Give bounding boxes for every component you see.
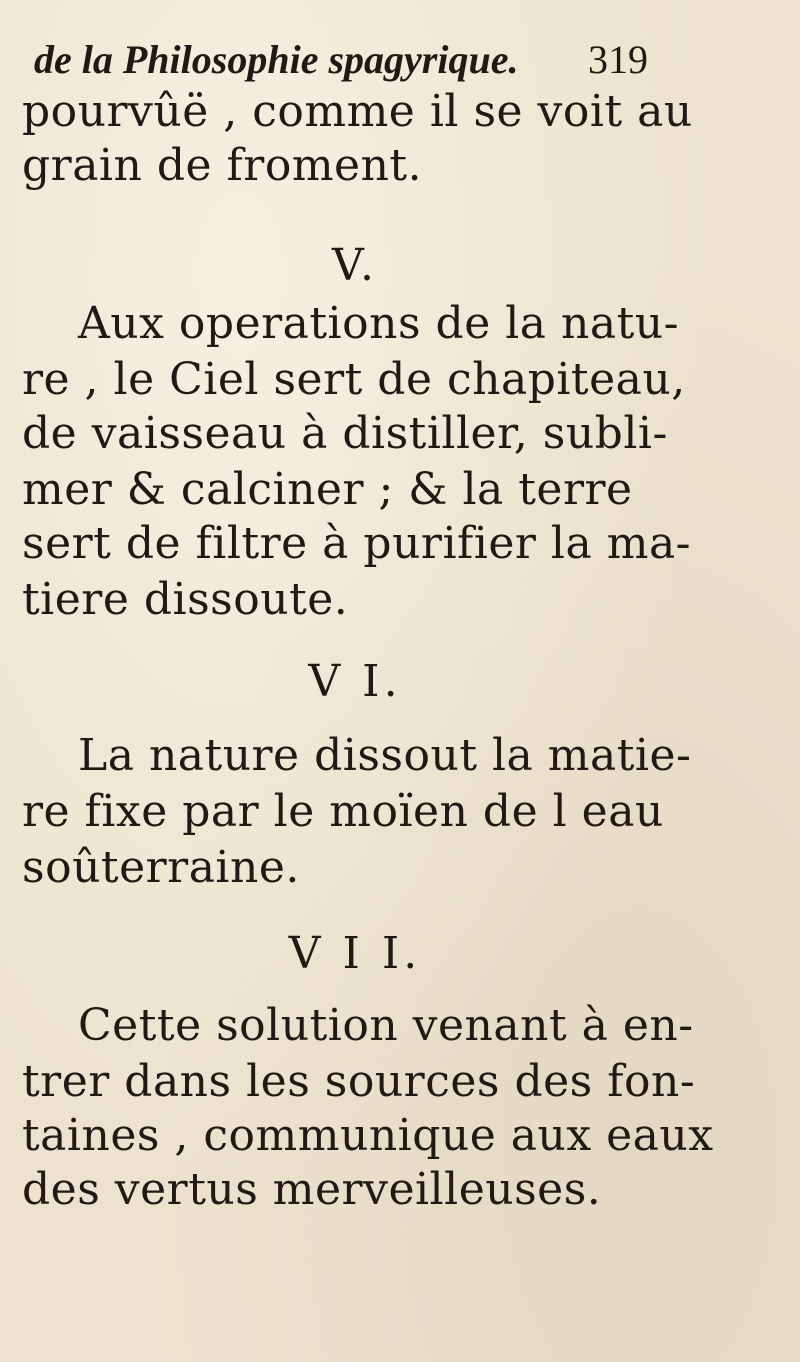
text-line: pourvûë , comme il se voit au — [22, 86, 693, 137]
text-line: La nature dissout la matie- — [78, 730, 692, 781]
text-line: grain de froment. — [22, 140, 423, 191]
text-line: trer dans les sources des fon- — [22, 1056, 696, 1107]
text-line: de vaisseau à distiller, subli- — [22, 408, 668, 459]
page-number: 319 — [588, 37, 648, 82]
text-line: tiere dissoute. — [22, 574, 349, 625]
text-line: sert de filtre à purifier la ma- — [22, 518, 692, 569]
text-line: soûterraine. — [22, 842, 300, 893]
section-heading-v: V. — [331, 240, 379, 291]
text-line: mer & calciner ; & la terre — [22, 464, 633, 515]
text-line: re , le Ciel sert de chapiteau, — [22, 354, 686, 405]
text-line: re fixe par le moïen de l eau — [22, 786, 664, 837]
section-heading-vi: V I. — [308, 656, 402, 707]
running-title: de la Philosophie spagyrique. — [34, 37, 519, 82]
text-line: des vertus merveilleuses. — [22, 1164, 602, 1215]
text-line: taines , communique aux eaux — [22, 1110, 714, 1161]
section-heading-vii: V I I. — [288, 928, 422, 979]
text-line: Aux operations de la natu- — [78, 298, 679, 349]
text-line: Cette solution venant à en- — [78, 1000, 694, 1051]
